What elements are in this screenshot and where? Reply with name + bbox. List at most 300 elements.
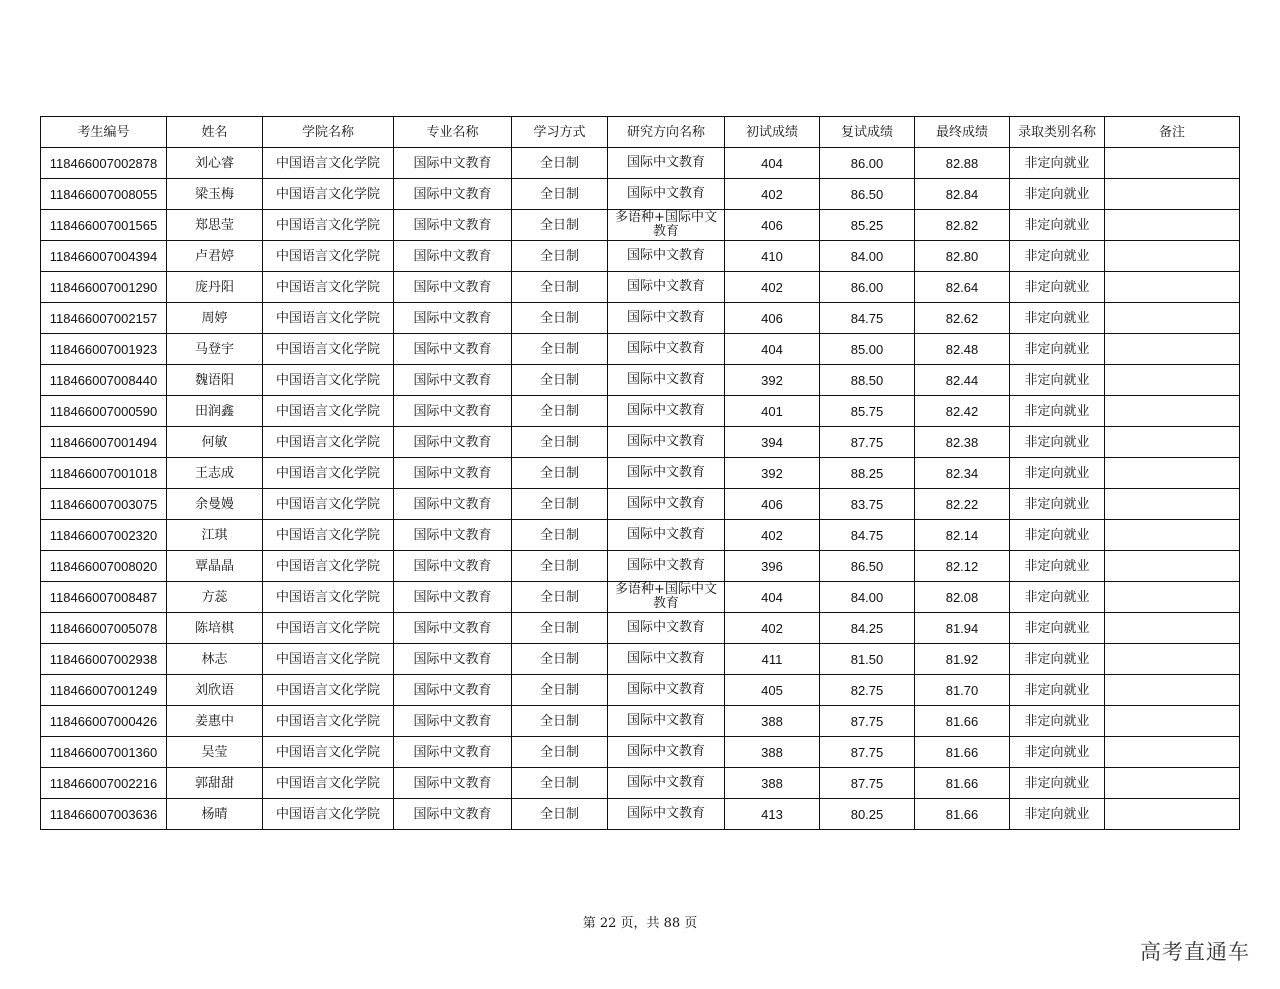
- cell-research-direction: [608, 675, 725, 706]
- cell-retest-score: 87.75: [820, 737, 915, 768]
- cell-name: 梁玉梅: [167, 179, 263, 210]
- cell-name: 卢君婷: [167, 241, 263, 272]
- cell-retest-score: 88.50: [820, 365, 915, 396]
- cell-major: 国际中文教育: [394, 272, 512, 303]
- cell-study-mode: 全日制: [512, 768, 608, 799]
- cell-study-mode: 全日制: [512, 737, 608, 768]
- cell-study-mode: 全日制: [512, 303, 608, 334]
- cell-final-score: 81.70: [915, 675, 1010, 706]
- cell-final-score: 82.84: [915, 179, 1010, 210]
- table-row: [41, 241, 1240, 272]
- table-row: [41, 272, 1240, 303]
- cell-final-score: 82.62: [915, 303, 1010, 334]
- cell-candidate-id: 118466007002157: [41, 303, 167, 334]
- cell-final-score: 81.92: [915, 644, 1010, 675]
- cell-name: 王志成: [167, 458, 263, 489]
- cell-admission-category: 非定向就业: [1010, 675, 1105, 706]
- table-row: [41, 303, 1240, 334]
- cell-initial-score: 401: [725, 396, 820, 427]
- cell-remarks: [1105, 520, 1240, 551]
- cell-major: 国际中文教育: [394, 520, 512, 551]
- cell-college: 中国语言文化学院: [263, 210, 394, 241]
- cell-candidate-id: 118466007000590: [41, 396, 167, 427]
- cell-major: 国际中文教育: [394, 582, 512, 613]
- research-direction-text: 多语种+国际中文 教育: [615, 582, 717, 611]
- watermark: 高考直通车: [1140, 940, 1250, 964]
- cell-admission-category: 非定向就业: [1010, 706, 1105, 737]
- cell-initial-score: 410: [725, 241, 820, 272]
- table-row: [41, 706, 1240, 737]
- cell-retest-score: 80.25: [820, 799, 915, 830]
- research-direction-text: 国际中文教育: [626, 434, 705, 449]
- cell-research-direction: [608, 799, 725, 830]
- cell-research-direction: [608, 489, 725, 520]
- cell-retest-score: 84.75: [820, 520, 915, 551]
- cell-research-direction: [608, 148, 725, 179]
- table-row: [41, 427, 1240, 458]
- table-row: [41, 365, 1240, 396]
- cell-remarks: [1105, 582, 1240, 613]
- table-row: [41, 613, 1240, 644]
- cell-final-score: 82.38: [915, 427, 1010, 458]
- cell-major: 国际中文教育: [394, 458, 512, 489]
- research-direction-text: 国际中文教育: [626, 155, 705, 170]
- cell-name: 覃晶晶: [167, 551, 263, 582]
- cell-study-mode: 全日制: [512, 675, 608, 706]
- cell-candidate-id: 118466007001290: [41, 272, 167, 303]
- cell-name: 马登宇: [167, 334, 263, 365]
- cell-research-direction: [608, 303, 725, 334]
- cell-admission-category: 非定向就业: [1010, 551, 1105, 582]
- research-direction-text: 国际中文教育: [626, 775, 705, 790]
- cell-major: 国际中文教育: [394, 303, 512, 334]
- cell-study-mode: 全日制: [512, 365, 608, 396]
- cell-name: 刘心睿: [167, 148, 263, 179]
- table-header-row: [41, 117, 1240, 148]
- cell-study-mode: 全日制: [512, 489, 608, 520]
- cell-retest-score: 88.25: [820, 458, 915, 489]
- cell-college: 中国语言文化学院: [263, 737, 394, 768]
- cell-college: 中国语言文化学院: [263, 582, 394, 613]
- cell-candidate-id: 118466007002938: [41, 644, 167, 675]
- cell-candidate-id: 118466007001360: [41, 737, 167, 768]
- cell-college: 中国语言文化学院: [263, 706, 394, 737]
- cell-research-direction: [608, 334, 725, 365]
- cell-retest-score: 84.00: [820, 241, 915, 272]
- cell-major: 国际中文教育: [394, 179, 512, 210]
- cell-initial-score: 411: [725, 644, 820, 675]
- header-initial-score: 初试成绩: [725, 117, 820, 148]
- cell-final-score: 81.66: [915, 737, 1010, 768]
- cell-retest-score: 86.00: [820, 148, 915, 179]
- cell-name: 田润鑫: [167, 396, 263, 427]
- cell-candidate-id: 118466007001018: [41, 458, 167, 489]
- research-direction-text: 国际中文教育: [626, 496, 705, 511]
- header-admission-category: 录取类别名称: [1010, 117, 1105, 148]
- cell-candidate-id: 118466007003075: [41, 489, 167, 520]
- cell-name: 姜惠中: [167, 706, 263, 737]
- cell-college: 中国语言文化学院: [263, 644, 394, 675]
- cell-name: 庞丹阳: [167, 272, 263, 303]
- cell-name: 刘欣语: [167, 675, 263, 706]
- research-direction-text: 国际中文教育: [626, 558, 705, 573]
- research-direction-text: 国际中文教育: [626, 682, 705, 697]
- cell-candidate-id: 118466007002320: [41, 520, 167, 551]
- cell-admission-category: 非定向就业: [1010, 582, 1105, 613]
- cell-study-mode: 全日制: [512, 148, 608, 179]
- cell-remarks: [1105, 148, 1240, 179]
- research-direction-text: 国际中文教育: [626, 806, 705, 821]
- cell-remarks: [1105, 644, 1240, 675]
- cell-remarks: [1105, 737, 1240, 768]
- cell-initial-score: 406: [725, 489, 820, 520]
- cell-initial-score: 404: [725, 334, 820, 365]
- cell-major: 国际中文教育: [394, 706, 512, 737]
- cell-research-direction: [608, 241, 725, 272]
- cell-research-direction: [608, 458, 725, 489]
- cell-research-direction: [608, 520, 725, 551]
- cell-research-direction: [608, 396, 725, 427]
- cell-college: 中国语言文化学院: [263, 458, 394, 489]
- cell-research-direction: [608, 179, 725, 210]
- cell-name: 江琪: [167, 520, 263, 551]
- cell-retest-score: 82.75: [820, 675, 915, 706]
- cell-study-mode: 全日制: [512, 551, 608, 582]
- cell-admission-category: 非定向就业: [1010, 148, 1105, 179]
- table-row: [41, 520, 1240, 551]
- cell-research-direction: [608, 768, 725, 799]
- cell-retest-score: 87.75: [820, 706, 915, 737]
- research-direction-text: 国际中文教育: [626, 620, 705, 635]
- cell-college: 中国语言文化学院: [263, 365, 394, 396]
- cell-admission-category: 非定向就业: [1010, 396, 1105, 427]
- research-direction-text: 国际中文教育: [626, 186, 705, 201]
- cell-major: 国际中文教育: [394, 737, 512, 768]
- cell-major: 国际中文教育: [394, 644, 512, 675]
- research-direction-text: 国际中文教育: [626, 279, 705, 294]
- cell-retest-score: 86.00: [820, 272, 915, 303]
- cell-name: 吴莹: [167, 737, 263, 768]
- cell-research-direction: [608, 706, 725, 737]
- table-body: [41, 148, 1240, 830]
- cell-final-score: 82.42: [915, 396, 1010, 427]
- cell-name: 杨晴: [167, 799, 263, 830]
- cell-study-mode: 全日制: [512, 334, 608, 365]
- cell-remarks: [1105, 675, 1240, 706]
- cell-admission-category: 非定向就业: [1010, 179, 1105, 210]
- cell-study-mode: 全日制: [512, 613, 608, 644]
- cell-initial-score: 413: [725, 799, 820, 830]
- cell-candidate-id: 118466007000426: [41, 706, 167, 737]
- cell-initial-score: 405: [725, 675, 820, 706]
- cell-retest-score: 87.75: [820, 427, 915, 458]
- cell-remarks: [1105, 768, 1240, 799]
- table-row: [41, 489, 1240, 520]
- cell-name: 余曼嫚: [167, 489, 263, 520]
- cell-admission-category: 非定向就业: [1010, 303, 1105, 334]
- cell-final-score: 82.14: [915, 520, 1010, 551]
- cell-remarks: [1105, 272, 1240, 303]
- cell-major: 国际中文教育: [394, 241, 512, 272]
- cell-final-score: 82.08: [915, 582, 1010, 613]
- table-row: [41, 210, 1240, 241]
- cell-admission-category: 非定向就业: [1010, 241, 1105, 272]
- table-row: [41, 737, 1240, 768]
- cell-initial-score: 388: [725, 706, 820, 737]
- research-direction-text: 国际中文教育: [626, 744, 705, 759]
- cell-initial-score: 392: [725, 365, 820, 396]
- cell-candidate-id: 118466007001494: [41, 427, 167, 458]
- cell-final-score: 82.88: [915, 148, 1010, 179]
- research-direction-text: 国际中文教育: [626, 465, 705, 480]
- cell-study-mode: 全日制: [512, 427, 608, 458]
- cell-research-direction: [608, 644, 725, 675]
- cell-remarks: [1105, 706, 1240, 737]
- cell-study-mode: 全日制: [512, 272, 608, 303]
- cell-remarks: [1105, 241, 1240, 272]
- header-research-direction: 研究方向名称: [608, 117, 725, 148]
- header-remarks: 备注: [1105, 117, 1240, 148]
- cell-initial-score: 404: [725, 582, 820, 613]
- cell-initial-score: 402: [725, 272, 820, 303]
- cell-study-mode: 全日制: [512, 458, 608, 489]
- header-candidate-id: 考生编号: [41, 117, 167, 148]
- cell-remarks: [1105, 489, 1240, 520]
- cell-study-mode: 全日制: [512, 179, 608, 210]
- cell-research-direction: [608, 551, 725, 582]
- cell-research-direction: [608, 427, 725, 458]
- cell-final-score: 81.66: [915, 706, 1010, 737]
- cell-remarks: [1105, 210, 1240, 241]
- cell-final-score: 82.48: [915, 334, 1010, 365]
- cell-final-score: 82.22: [915, 489, 1010, 520]
- table-row: [41, 644, 1240, 675]
- cell-research-direction: [608, 210, 725, 241]
- cell-college: 中国语言文化学院: [263, 241, 394, 272]
- table-row: [41, 799, 1240, 830]
- cell-remarks: [1105, 334, 1240, 365]
- research-direction-text: 国际中文教育: [626, 248, 705, 263]
- cell-retest-score: 84.75: [820, 303, 915, 334]
- cell-candidate-id: 118466007001565: [41, 210, 167, 241]
- cell-study-mode: 全日制: [512, 799, 608, 830]
- cell-remarks: [1105, 365, 1240, 396]
- cell-admission-category: 非定向就业: [1010, 799, 1105, 830]
- cell-college: 中国语言文化学院: [263, 334, 394, 365]
- cell-retest-score: 84.25: [820, 613, 915, 644]
- research-direction-text: 国际中文教育: [626, 651, 705, 666]
- header-college: 学院名称: [263, 117, 394, 148]
- cell-candidate-id: 118466007001923: [41, 334, 167, 365]
- cell-college: 中国语言文化学院: [263, 551, 394, 582]
- cell-major: 国际中文教育: [394, 210, 512, 241]
- cell-remarks: [1105, 396, 1240, 427]
- cell-college: 中国语言文化学院: [263, 613, 394, 644]
- cell-retest-score: 85.75: [820, 396, 915, 427]
- cell-admission-category: 非定向就业: [1010, 458, 1105, 489]
- cell-research-direction: [608, 272, 725, 303]
- research-direction-text: 国际中文教育: [626, 372, 705, 387]
- cell-college: 中国语言文化学院: [263, 768, 394, 799]
- cell-college: 中国语言文化学院: [263, 427, 394, 458]
- cell-name: 陈培棋: [167, 613, 263, 644]
- cell-college: 中国语言文化学院: [263, 148, 394, 179]
- cell-retest-score: 81.50: [820, 644, 915, 675]
- table-row: [41, 396, 1240, 427]
- cell-name: 方蕊: [167, 582, 263, 613]
- header-study-mode: 学习方式: [512, 117, 608, 148]
- cell-initial-score: 402: [725, 613, 820, 644]
- cell-final-score: 82.44: [915, 365, 1010, 396]
- cell-initial-score: 396: [725, 551, 820, 582]
- cell-retest-score: 87.75: [820, 768, 915, 799]
- research-direction-text: 国际中文教育: [626, 527, 705, 542]
- cell-admission-category: 非定向就业: [1010, 768, 1105, 799]
- cell-initial-score: 388: [725, 737, 820, 768]
- cell-retest-score: 86.50: [820, 551, 915, 582]
- cell-remarks: [1105, 427, 1240, 458]
- header-final-score: 最终成绩: [915, 117, 1010, 148]
- cell-college: 中国语言文化学院: [263, 303, 394, 334]
- cell-name: 郭甜甜: [167, 768, 263, 799]
- cell-study-mode: 全日制: [512, 396, 608, 427]
- cell-remarks: [1105, 179, 1240, 210]
- cell-major: 国际中文教育: [394, 768, 512, 799]
- cell-retest-score: 85.25: [820, 210, 915, 241]
- cell-candidate-id: 118466007008055: [41, 179, 167, 210]
- cell-major: 国际中文教育: [394, 675, 512, 706]
- cell-final-score: 82.64: [915, 272, 1010, 303]
- cell-candidate-id: 118466007005078: [41, 613, 167, 644]
- research-direction-text: 国际中文教育: [626, 310, 705, 325]
- cell-initial-score: 402: [725, 179, 820, 210]
- cell-initial-score: 406: [725, 303, 820, 334]
- cell-retest-score: 84.00: [820, 582, 915, 613]
- cell-college: 中国语言文化学院: [263, 799, 394, 830]
- cell-research-direction: [608, 737, 725, 768]
- header-name: 姓名: [167, 117, 263, 148]
- header-major: 专业名称: [394, 117, 512, 148]
- cell-college: 中国语言文化学院: [263, 675, 394, 706]
- cell-major: 国际中文教育: [394, 365, 512, 396]
- cell-college: 中国语言文化学院: [263, 520, 394, 551]
- cell-remarks: [1105, 613, 1240, 644]
- table-row: [41, 768, 1240, 799]
- cell-candidate-id: 118466007003636: [41, 799, 167, 830]
- cell-admission-category: 非定向就业: [1010, 427, 1105, 458]
- cell-admission-category: 非定向就业: [1010, 644, 1105, 675]
- cell-candidate-id: 118466007004394: [41, 241, 167, 272]
- cell-admission-category: 非定向就业: [1010, 365, 1105, 396]
- cell-candidate-id: 118466007008440: [41, 365, 167, 396]
- cell-major: 国际中文教育: [394, 334, 512, 365]
- cell-final-score: 82.34: [915, 458, 1010, 489]
- cell-study-mode: 全日制: [512, 520, 608, 551]
- cell-initial-score: 402: [725, 520, 820, 551]
- cell-retest-score: 85.00: [820, 334, 915, 365]
- table-row: [41, 582, 1240, 613]
- cell-name: 何敏: [167, 427, 263, 458]
- cell-major: 国际中文教育: [394, 799, 512, 830]
- cell-candidate-id: 118466007008487: [41, 582, 167, 613]
- cell-name: 郑思莹: [167, 210, 263, 241]
- cell-study-mode: 全日制: [512, 644, 608, 675]
- cell-final-score: 81.66: [915, 768, 1010, 799]
- research-direction-text: 多语种+国际中文 教育: [615, 210, 717, 239]
- cell-study-mode: 全日制: [512, 706, 608, 737]
- research-direction-text: 国际中文教育: [626, 403, 705, 418]
- cell-study-mode: 全日制: [512, 241, 608, 272]
- cell-retest-score: 83.75: [820, 489, 915, 520]
- table-row: [41, 179, 1240, 210]
- cell-initial-score: 392: [725, 458, 820, 489]
- cell-research-direction: [608, 365, 725, 396]
- cell-admission-category: 非定向就业: [1010, 272, 1105, 303]
- cell-research-direction: [608, 613, 725, 644]
- cell-final-score: 82.12: [915, 551, 1010, 582]
- cell-candidate-id: 118466007008020: [41, 551, 167, 582]
- cell-final-score: 82.82: [915, 210, 1010, 241]
- cell-name: 周婷: [167, 303, 263, 334]
- table-row: [41, 334, 1240, 365]
- cell-initial-score: 388: [725, 768, 820, 799]
- cell-remarks: [1105, 458, 1240, 489]
- cell-remarks: [1105, 303, 1240, 334]
- cell-major: 国际中文教育: [394, 148, 512, 179]
- cell-admission-category: 非定向就业: [1010, 613, 1105, 644]
- cell-college: 中国语言文化学院: [263, 396, 394, 427]
- table-row: [41, 148, 1240, 179]
- cell-study-mode: 全日制: [512, 210, 608, 241]
- cell-admission-category: 非定向就业: [1010, 210, 1105, 241]
- cell-research-direction: [608, 582, 725, 613]
- cell-initial-score: 394: [725, 427, 820, 458]
- table-row: [41, 458, 1240, 489]
- research-direction-text: 国际中文教育: [626, 713, 705, 728]
- cell-retest-score: 86.50: [820, 179, 915, 210]
- cell-major: 国际中文教育: [394, 613, 512, 644]
- cell-major: 国际中文教育: [394, 427, 512, 458]
- header-retest-score: 复试成绩: [820, 117, 915, 148]
- cell-name: 林志: [167, 644, 263, 675]
- cell-final-score: 81.66: [915, 799, 1010, 830]
- admission-table: [40, 116, 1240, 830]
- cell-college: 中国语言文化学院: [263, 272, 394, 303]
- cell-admission-category: 非定向就业: [1010, 737, 1105, 768]
- cell-major: 国际中文教育: [394, 396, 512, 427]
- table-row: [41, 675, 1240, 706]
- cell-initial-score: 404: [725, 148, 820, 179]
- cell-candidate-id: 118466007001249: [41, 675, 167, 706]
- cell-admission-category: 非定向就业: [1010, 334, 1105, 365]
- cell-college: 中国语言文化学院: [263, 179, 394, 210]
- cell-major: 国际中文教育: [394, 551, 512, 582]
- cell-initial-score: 406: [725, 210, 820, 241]
- cell-college: 中国语言文化学院: [263, 489, 394, 520]
- cell-final-score: 82.80: [915, 241, 1010, 272]
- cell-remarks: [1105, 799, 1240, 830]
- cell-final-score: 81.94: [915, 613, 1010, 644]
- cell-major: 国际中文教育: [394, 489, 512, 520]
- cell-name: 魏语阳: [167, 365, 263, 396]
- cell-study-mode: 全日制: [512, 582, 608, 613]
- research-direction-text: 国际中文教育: [626, 341, 705, 356]
- table-row: [41, 551, 1240, 582]
- page-footer: 第 22 页，共 88 页: [582, 916, 698, 931]
- cell-remarks: [1105, 551, 1240, 582]
- cell-admission-category: 非定向就业: [1010, 489, 1105, 520]
- cell-admission-category: 非定向就业: [1010, 520, 1105, 551]
